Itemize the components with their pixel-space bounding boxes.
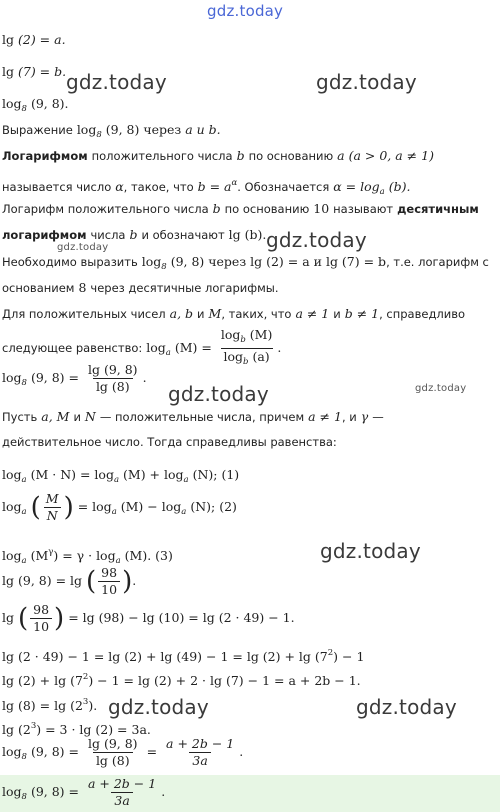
property-1: $\log_a (M \cdot N) = \log_a (M) + \log_a (N)$; (1)	[2, 467, 240, 485]
definition-line-1: Логарифмом положительного числа b по основанию a (a > 0, a ≠ 1)	[2, 148, 434, 163]
property-intro-line: Для положительных чисел a, b и M, таких, что a ≠ 1 и b ≠ 1, справедливо	[2, 306, 466, 321]
step-6: $\lg (8) = \lg (2^3)$.	[2, 697, 98, 713]
watermark: gdz.today	[320, 539, 421, 563]
need-line-2: основанием 8 через десятичные логарифмы.	[2, 280, 279, 295]
property-2: $\log_a$ ( $\frac{M}{N}$ ) = $\log_a (M) - \log_a (N)$; (2)	[2, 491, 237, 523]
step-2: lg (9, 8) = lg ( $\frac{98}{10}$ ).	[2, 565, 137, 597]
step-4: $\lg (2 \cdot 49) - 1 = \lg (2) + \lg (49) - 1 = \lg (2) + \lg (7^2) - 1$	[2, 648, 365, 664]
given-line-2: lg (7) = b.	[2, 64, 67, 79]
watermark: gdz.today	[168, 382, 269, 406]
target-line: $\log_8 (9$, 8).	[2, 96, 69, 114]
watermark: gdz.today	[66, 70, 167, 94]
final-answer: $\log_8 (9$, 8) = $\frac{a + 2b - 1}{3a}$ .	[2, 776, 166, 808]
given-line-1: lg (2) = a.	[2, 32, 66, 47]
watermark-small: gdz.today	[57, 242, 109, 253]
step-1: $\log_8 (9$, 8) = $\frac{\lg (9, 8)}{\lg (8)}$ .	[2, 362, 147, 394]
properties-intro-1: Пусть a, M и N — положительные числа, причем a ≠ 1, и γ —	[2, 409, 384, 424]
properties-intro-2: действительное число. Тогда справедливы равенства:	[2, 435, 337, 449]
decimal-def-line-1: Логарифм положительного числа b по основанию 10 называют десятичным	[2, 201, 479, 216]
need-line-1: Необходимо выразить $\log_8 (9$, 8) через lg (2) = a и lg (7) = b, т.е. логарифм с	[2, 254, 489, 272]
change-of-base-formula: следующее равенство: $\log_a (M)$ = $\frac{\log_b (M)}{\log_b (a)}$ .	[2, 327, 282, 367]
watermark: gdz.today	[316, 70, 417, 94]
watermark: gdz.today	[108, 695, 209, 719]
step-7: $\lg (2^3) = 3 \cdot \lg (2) = 3a$.	[2, 721, 151, 737]
decimal-def-line-2: логарифмом числа b и обозначают lg (b).	[2, 227, 267, 242]
watermark-top: gdz.today	[207, 2, 284, 20]
step-5: $\lg (2) + \lg (7^2) - 1 = \lg (2) + 2 \cdot \lg (7) - 1 = a + 2b - 1$.	[2, 672, 361, 688]
task-line: Выражение $\log_8 (9$, 8) через a и b.	[2, 122, 221, 140]
definition-line-2: называется число α, такое, что $b = a^\alpha$. Обозначается $\alpha = \log_a (b)$.	[2, 178, 411, 197]
step-3: lg ( $\frac{98}{10}$ ) = lg (98) − lg (10) = lg (2 · 49) − 1.	[2, 602, 295, 634]
watermark-small: gdz.today	[415, 383, 467, 394]
watermark: gdz.today	[266, 228, 367, 252]
property-3: $\log_a (M^\gamma) = \gamma \cdot \log_a (M)$. (3)	[2, 547, 173, 566]
watermark: gdz.today	[356, 695, 457, 719]
step-8: $\log_8 (9$, 8) = $\frac{\lg (9, 8)}{\lg (8)}$ = $\frac{a + 2b - 1}{3a}$ .	[2, 736, 244, 768]
